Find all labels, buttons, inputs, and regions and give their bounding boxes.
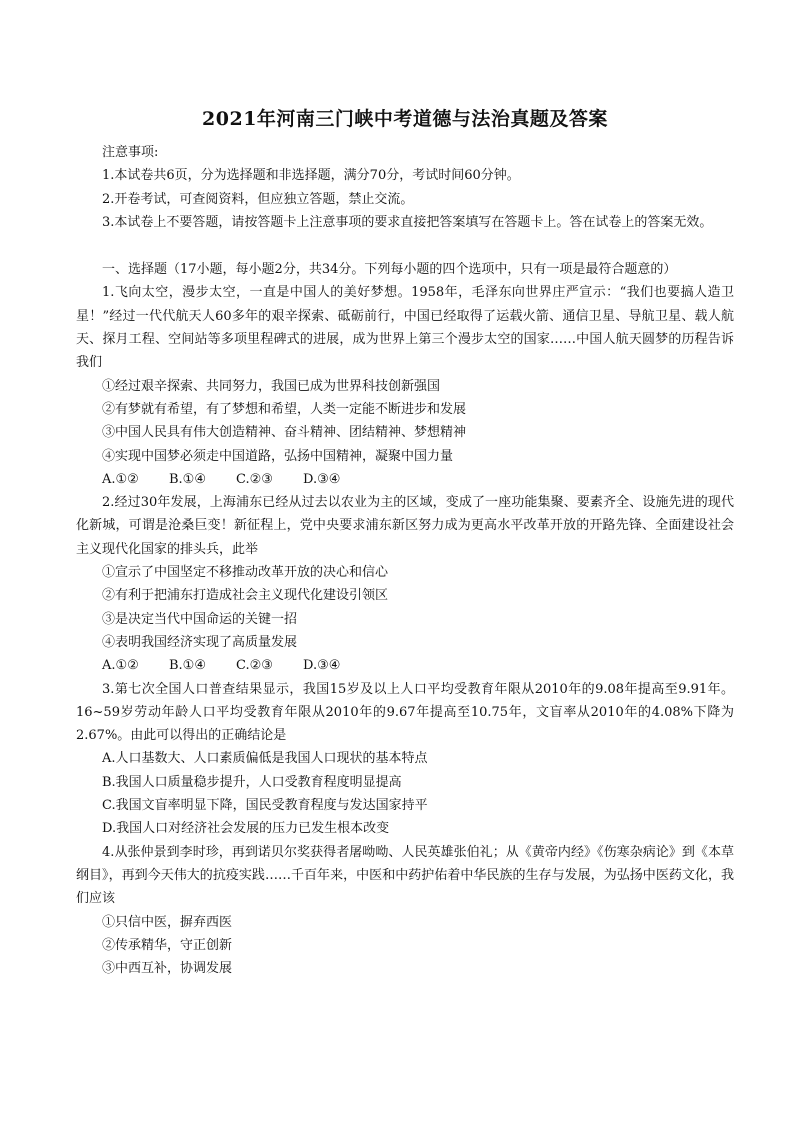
answer-options [76,654,734,677]
answer-choice: A.人口基数大、人口素质偏低是我国人口现状的基本特点 [102,751,428,767]
question-statement: ①宣示了中国坚定不移推动改革开放的决心和信心 [102,565,389,581]
answer-option: A.①② [102,471,139,487]
question-statement: ③中国人民具有伟大创造精神、奋斗精神、团结精神、梦想精神 [102,425,467,441]
question-statement: ④实现中国梦必须走中国道路，弘扬中国精神，凝聚中国力量 [102,448,454,464]
question-stem: 4.从张仲景到李时珍，再到诺贝尔奖获得者屠呦呦、人民英雄张伯礼；从《黄帝内经》《伤寒杂病论》到《本草纲目》，再到今天伟大的抗疫实践……千百年来，中医和中药护佑着中华民族的生存与发展，为弘扬中医药文化，我们应该 [76,844,734,907]
question-statement: ③是决定当代中国命运的关键一招 [102,611,298,627]
answer-choice: C.我国文盲率明显下降，国民受教育程度与发达国家持平 [102,798,428,814]
answer-option: D.③④ [303,658,341,674]
question-statement: ②有利于把浦东打造成社会主义现代化建设引领区 [102,588,389,604]
answer-choice: B.我国人口质量稳步提升，人口受教育程度明显提高 [102,774,402,790]
question-stem: 2.经过30年发展，上海浦东已经从过去以农业为主的区域，变成了一座功能集聚、要素齐全、设施先进的现代化新城，可谓是沧桑巨变！新征程上，党中央要求浦东新区努力成为更高水平改革开放的开路先锋、全面建设社会主义现代化国家的排头兵，此举 [76,495,734,557]
answer-choice: D.我国人口对经济社会发展的压力已发生根本改变 [102,821,390,837]
answer-option: B.①④ [169,658,206,674]
question-statement: ①只信中医，摒弃西医 [102,914,233,930]
answer-option: D.③④ [303,471,341,487]
notes-item: 1.本试卷共6页，分为选择题和非选择题，满分70分，考试时间60分钟。 [102,168,520,184]
question-statement: ②有梦就有希望，有了梦想和希望，人类一定能不断进步和发展 [102,401,467,417]
notes-item: 2.开卷考试，可查阅资料，但应独立答题，禁止交流。 [102,191,414,207]
answer-option: A.①② [102,658,139,674]
question-statement: ②传承精华，守正创新 [102,937,233,953]
question-statement: ③中西互补，协调发展 [102,961,233,977]
question-statement: ④表明我国经济实现了高质量发展 [102,634,298,650]
section-heading: 一、选择题（17小题，每小题2分，共34分。下列每小题的四个选项中，只有一项是最符合题意的） [102,262,677,278]
answer-option: B.①④ [169,471,206,487]
spacer [76,234,734,258]
question-statement: ①经过艰辛探索、共同努力，我国已成为世界科技创新强国 [102,378,441,394]
answer-option: C.②③ [236,471,273,487]
answer-options [76,468,734,491]
question-stem: 1.飞向太空，漫步太空，一直是中国人的美好梦想。1958年，毛泽东向世界庄严宣示：“我们也要搞人造卫星！”经过一代代航天人60多年的艰辛探索、砥砺前行，中国已经取得了运载火箭、通信卫星、导航卫星、载人航天、探月工程、空间站等多项里程碑式的进展，成为世界上第三个漫步太空的国家……中国人航天圆梦的历程告诉我们 [76,285,734,371]
notes-item: 3.本试卷上不要答题，请按答题卡上注意事项的要求直接把答案填写在答题卡上。答在试卷上的答案无效。 [102,214,713,230]
answer-option: C.②③ [236,658,273,674]
question-stem: 3.第七次全国人口普查结果显示，我国15岁及以上人口平均受教育年限从2010年的9.08年提高至9.91年。16~59岁劳动年龄人口平均受教育年限从2010年的9.67年提高至10.75年，文盲率从2010年的4.08%下降为2.67%。由此可以得出的正确结论是 [76,681,734,744]
notes-heading: 注意事项: [102,145,159,160]
page-title: 2021年河南三门峡中考道德与法治真题及答案 [202,108,608,130]
